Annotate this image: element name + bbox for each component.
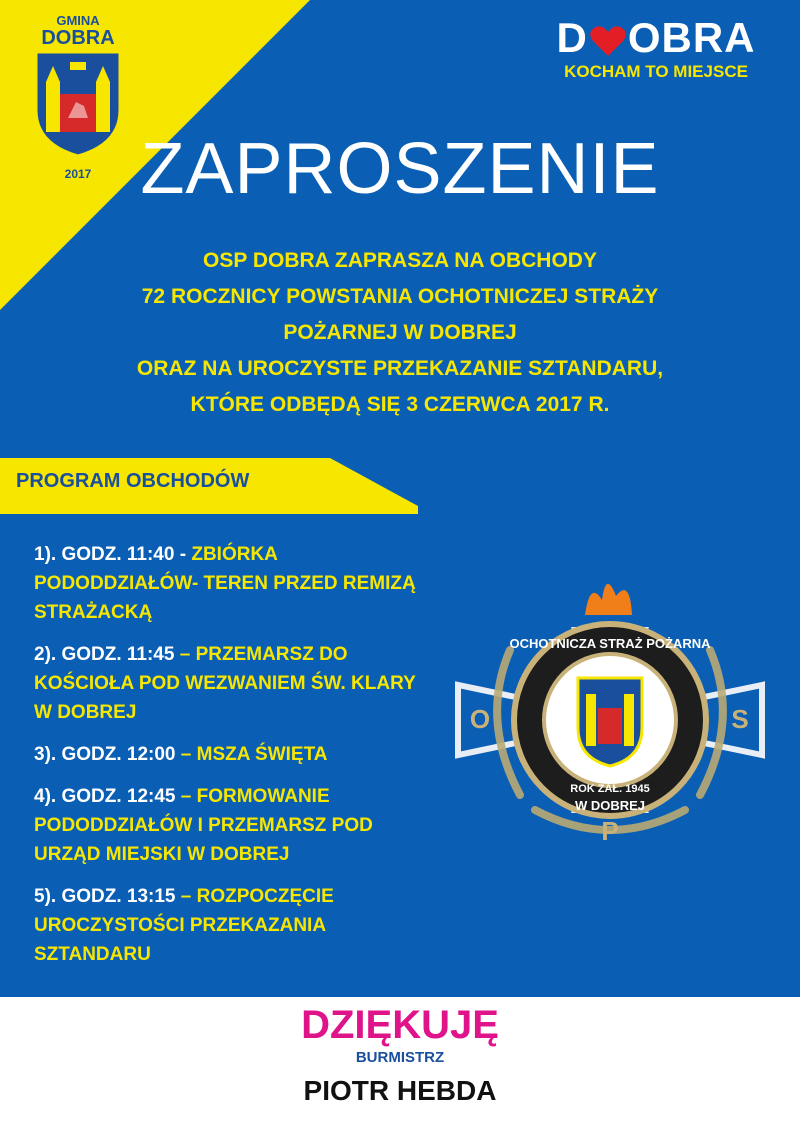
program-item-separator: – [175, 744, 197, 765]
badge-letter-s: S [731, 704, 749, 734]
intro-line: KTÓRE ODBĘDĄ SIĘ 3 CZERWCA 2017 R. [190, 393, 610, 416]
program-item [34, 740, 434, 769]
program-item [34, 882, 434, 969]
footer [0, 997, 800, 1131]
program-item-time: 4). GODZ. 12:45 [34, 786, 176, 807]
logo-word: OBRA [627, 14, 756, 61]
program-item-separator: – [175, 786, 197, 807]
fire-brigade-emblem-icon [440, 560, 780, 880]
program-item-separator: – [174, 644, 196, 665]
program-item-text: PRZEMARSZ DO KOŚCIOŁA POD WEZWANIEM ŚW. KLARY W DOBREJ [34, 644, 416, 723]
mayor-name: PIOTR HEBDA [303, 1075, 497, 1106]
intro-text [40, 243, 760, 423]
program-item-text: ROZPOCZĘCIE UROCZYSTOŚCI PRZEKAZANIA SZTANDARU [34, 886, 334, 965]
badge-letter-o: O [469, 704, 491, 734]
gmina-label: GMINA [56, 13, 100, 28]
logo-letter: D [556, 14, 588, 61]
badge-ring-top: OCHOTNICZA STRAŻ POŻARNA [509, 636, 711, 651]
program-item-text: ZBIÓRKA PODODDZIAŁÓW- TEREN PRZED REMIZĄ STRAŻACKĄ [34, 544, 416, 623]
intro-line: ORAZ NA UROCZYSTE PRZEKAZANIE SZTANDARU, [136, 357, 664, 380]
intro-line: OSP DOBRA ZAPRASZA NA OBCHODY [203, 249, 597, 272]
mayor-role: BURMISTRZ [355, 1049, 445, 1066]
logo-wordmark [536, 14, 776, 62]
program-heading-band [0, 458, 418, 514]
program-item [34, 640, 434, 727]
program-item-separator: – [175, 886, 197, 907]
program-item [34, 782, 434, 869]
crest-year: 2017 [64, 167, 92, 181]
program-list [34, 540, 434, 982]
program-heading: PROGRAM OBCHODÓW [16, 470, 250, 492]
badge-ring-bottom: W DOBREJ [574, 798, 646, 813]
badge-letter-p: P [601, 816, 619, 846]
program-item-time: 3). GODZ. 12:00 [34, 744, 176, 765]
badge-ring-year: ROK ZAŁ. 1945 [570, 783, 650, 795]
intro-line: POŻARNEJ W DOBREJ [283, 321, 517, 344]
program-item-text: MSZA ŚWIĘTA [196, 744, 328, 765]
program-item [34, 540, 434, 627]
page-title: ZAPROSZENIE [140, 129, 660, 209]
logo-tagline: KOCHAM TO MIEJSCE [564, 62, 748, 81]
program-item-time: 1). GODZ. 11:40 [34, 544, 175, 565]
dobra-label: DOBRA [41, 27, 115, 49]
dobra-logo [536, 14, 776, 82]
program-item-separator: - [174, 544, 192, 565]
program-item-time: 2). GODZ. 11:45 [34, 644, 175, 665]
program-item-text: FORMOWANIE PODODDZIAŁÓW I PRZEMARSZ POD URZĄD MIEJSKI W DOBREJ [34, 786, 373, 865]
program-item-time: 5). GODZ. 13:15 [34, 886, 176, 907]
heart-icon [590, 25, 626, 57]
intro-line: 72 ROCZNICY POWSTANIA OCHOTNICZEJ STRAŻY [141, 285, 659, 308]
thanks-heading: DZIĘKUJĘ [301, 1003, 499, 1047]
osp-badge [440, 560, 780, 880]
